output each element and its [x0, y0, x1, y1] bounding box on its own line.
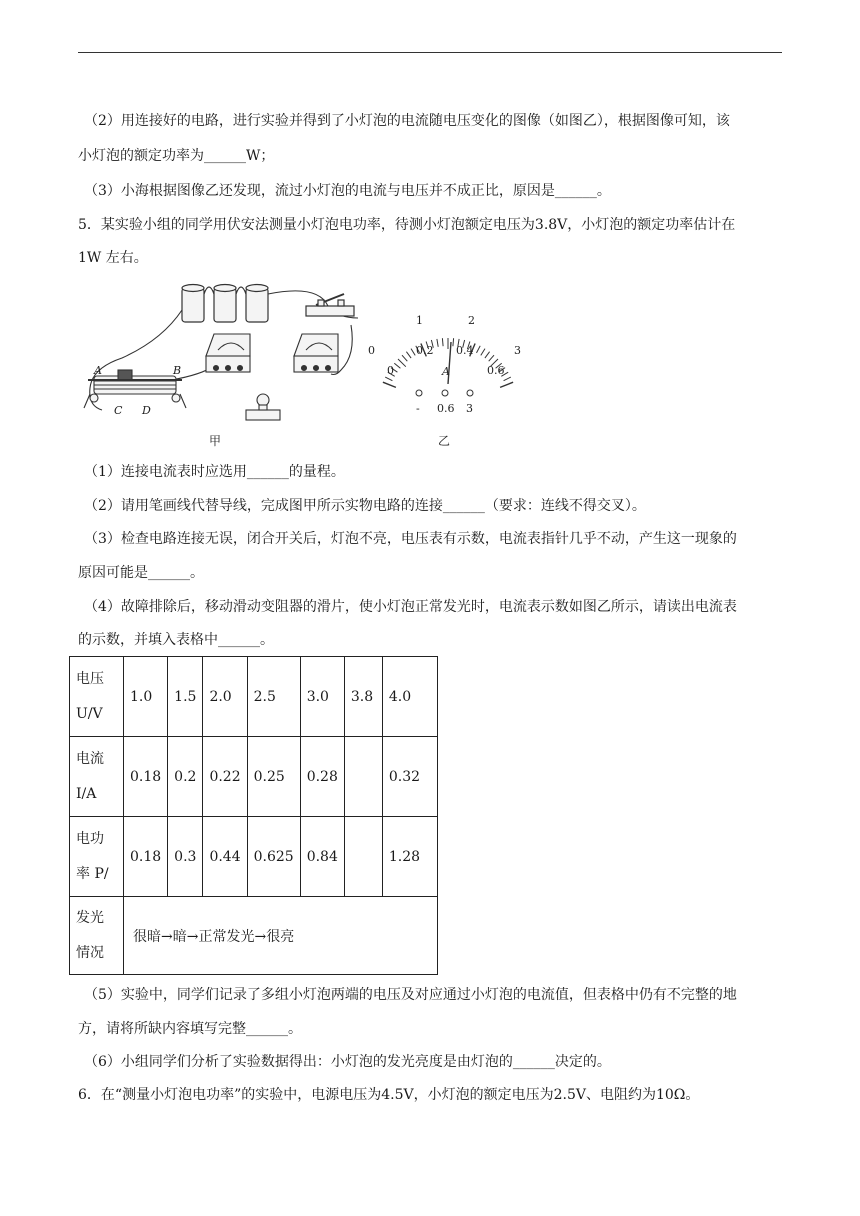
battery-pack [182, 285, 268, 323]
table-cell: 0.18 [124, 817, 168, 897]
table-cell: 1.0 [124, 657, 168, 737]
question-5-stem-line-1: 5．某实验小组的同学用伏安法测量小灯泡电功率，待测小灯泡额定电压为3.8V，小灯泡的额定功率估计在 [78, 217, 736, 233]
scale-bottom-3: 0.6 [487, 364, 505, 377]
dial-tick [477, 346, 481, 353]
scale-top-0: 0 [368, 344, 375, 357]
dial-tick [437, 339, 438, 347]
row-header: 发光 情况 [70, 897, 124, 975]
lamp [246, 394, 280, 420]
voltmeter-device [294, 334, 338, 372]
terminal-3: 3 [466, 402, 473, 415]
table-cell: 0.2 [168, 737, 203, 817]
question-4-part-2-line-2: 小灯泡的额定功率为______W； [78, 148, 275, 164]
table-cell: 2.0 [203, 657, 247, 737]
table-cell: 4.0 [382, 657, 437, 737]
row-header: 电流 I/A [70, 737, 124, 817]
question-5-part-3-line-1: （3）检查电路连接无误，闭合开关后，灯泡不亮，电压表有示数，电流表指针几乎不动，产生这一现象的 [84, 531, 737, 547]
table-cell: 0.22 [203, 737, 247, 817]
dial-tick [402, 355, 407, 361]
table-cell: 0.44 [203, 817, 247, 897]
dial-tick [442, 338, 443, 346]
dial-tick [489, 355, 494, 361]
table-row [70, 817, 438, 897]
question-5-part-3-line-2: 原因可能是______。 [78, 565, 204, 581]
ammeter-face-label: A [442, 365, 450, 378]
question-5-part-5-line-1: （5）实验中，同学们记录了多组小灯泡两端的电压及对应通过小灯泡的电流值，但表格中仍有不完整的地 [84, 987, 737, 1003]
question-5-stem-line-2: 1W 左右。 [78, 250, 148, 266]
scale-bottom-1: 0.2 [416, 344, 434, 357]
switch [306, 294, 354, 316]
dial-tick [485, 352, 490, 358]
circuit-figure [76, 280, 546, 450]
table-cell: 0.3 [168, 817, 203, 897]
row-header: 电压 U/V [70, 657, 124, 737]
terminal-posts [416, 390, 473, 396]
table-cell: 1.28 [382, 817, 437, 897]
terminal-minus: - [416, 402, 420, 415]
dial-tick [500, 382, 513, 387]
question-5-part-5-line-2: 方，请将所缺内容填写完整______。 [78, 1021, 302, 1037]
question-4-part-2-line-1: （2）用连接好的电路，进行实验并得到了小灯泡的电流随电压变化的图像（如图乙），根据图像可知，该 [84, 113, 730, 129]
table-cell: 2.5 [247, 657, 300, 737]
glow-description: 很暗→暗→正常发光→很亮 [124, 897, 438, 975]
ammeter-device [206, 334, 250, 372]
dial-tick [406, 352, 411, 358]
question-6-stem: 6．在“测量小灯泡电功率”的实验中，电源电压为4.5V，小灯泡的额定电压为2.5V、电阻约为10Ω。 [78, 1087, 700, 1103]
table-cell: 0.18 [124, 737, 168, 817]
table-cell: 0.84 [300, 817, 344, 897]
table-cell: 0.28 [300, 737, 344, 817]
question-5-part-6: （6）小组同学们分析了实验数据得出：小灯泡的发光亮度是由灯泡的______决定的。 [84, 1054, 611, 1070]
rheostat-label-b: B [173, 364, 182, 377]
table-cell: 3.8 [344, 657, 382, 737]
scale-top-3: 3 [514, 344, 521, 357]
header-rule [78, 52, 782, 53]
rheostat-label-c: C [114, 404, 123, 417]
table-row [70, 657, 438, 737]
dial-tick [504, 377, 511, 381]
table-row [70, 897, 438, 975]
table-cell [344, 817, 382, 897]
dial-tick [481, 349, 485, 356]
figure-label-yi: 乙 [438, 434, 451, 448]
rheostat-label-a: A [94, 364, 102, 377]
table-cell: 1.5 [168, 657, 203, 737]
data-table [69, 656, 438, 975]
table-cell: 0.625 [247, 817, 300, 897]
question-5-part-4-line-2: 的示数，并填入表格中______。 [78, 632, 274, 648]
question-5-part-4-line-1: （4）故障排除后，移动滑动变阻器的滑片，使小灯泡正常发光时，电流表示数如图乙所示，请读出电流表 [84, 599, 737, 615]
dial-tick [453, 338, 454, 346]
table-cell: 3.0 [300, 657, 344, 737]
scale-bottom-0: 0 [387, 364, 394, 377]
scale-top-1: 1 [416, 314, 423, 327]
dial-tick [398, 359, 406, 367]
table-cell [344, 737, 382, 817]
table-cell: 0.32 [382, 737, 437, 817]
table-cell: 0.25 [247, 737, 300, 817]
question-4-part-3: （3）小海根据图像乙还发现，流过小灯泡的电流与电压并不成正比，原因是______。 [84, 183, 611, 199]
question-5-part-1: （1）连接电流表时应选用______的量程。 [84, 464, 345, 480]
dial-tick [385, 377, 392, 381]
row-header: 电功 率 P/ [70, 817, 124, 897]
terminal-0-6: 0.6 [437, 402, 455, 415]
scale-top-2: 2 [468, 314, 475, 327]
rheostat-label-d: D [142, 404, 151, 417]
dial-tick [411, 349, 415, 356]
scale-bottom-2: 0.4 [456, 344, 474, 357]
dial-tick [394, 363, 400, 368]
dial-tick [383, 382, 396, 387]
question-5-part-2: （2）请用笔画线代替导线，完成图甲所示实物电路的连接______（要求：连线不得交叉）。 [84, 498, 646, 514]
figure-label-jia: 甲 [209, 434, 222, 448]
table-row [70, 737, 438, 817]
